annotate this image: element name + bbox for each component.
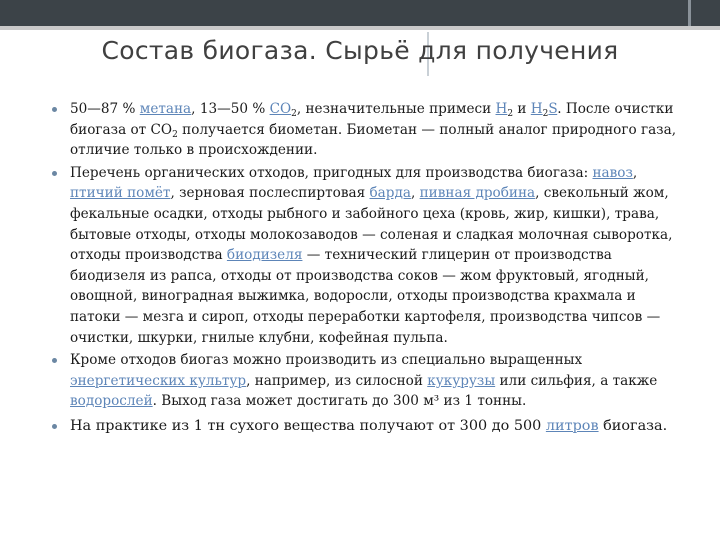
bullet-text: . После очистки биогаза от CO [70,101,674,138]
bullet-text: или сильфия, а также [495,372,658,389]
header-corner-mark [688,0,691,26]
slide-title: Состав биогаза. Сырьё для получения [101,36,619,65]
header-accent-line [0,26,720,30]
bullet-text: . Выход газа может достигать до 300 м³ из 1 тонны. [152,393,527,410]
wiki-link[interactable]: H [530,101,543,117]
subscript: 2 [542,109,549,119]
wiki-link[interactable]: водорослей [70,393,153,410]
subscript: 2 [172,129,178,140]
bullet-text: На практике из 1 тн сухого вещества получают от 300 до 500 [70,417,546,434]
wiki-link[interactable]: метана [139,101,192,117]
bullet-text: Кроме отходов биогаз можно производить из специально выращенных [70,352,583,369]
bullet-text: , свекольный жом, фекальные осадки, отходы рыбного и забойного цеха (кровь, жир, кишки), трава, бытовые отходы, отходы молокозаводов — соленая и сладкая молочная сыворотка, отходы производства [70,185,673,264]
wiki-link[interactable]: S [548,101,558,117]
bullet-dot-icon [52,358,57,363]
bullet-item [52,350,680,412]
subscript: 2 [507,109,514,119]
bullet-dot-icon [52,424,57,429]
wiki-link[interactable]: биодизеля [226,247,303,264]
bullet-item [52,99,680,161]
wiki-link[interactable]: навоз [592,164,633,181]
wiki-link[interactable]: кукурузы [427,372,496,389]
bullet-dot-icon [52,107,57,112]
bullet-text: , зерновая послеспиртовая [170,185,370,202]
wiki-link[interactable]: энергетических культур [70,372,247,389]
bullet-text: , незначительные примеси [296,101,496,117]
wiki-link[interactable]: барда [369,185,411,202]
bullet-text: биогаза. [598,417,668,434]
bullet-text: 50—87 % [70,101,140,117]
bullet-text: , [632,164,638,181]
bullet-list [52,99,680,439]
bullet-text: , например, из силосной [246,372,428,389]
wiki-link[interactable]: CO [269,101,292,117]
bullet-text: — технический глицерин от производства биодизеля из рапса, отходы от производства соков — жом фруктовый, ягодный, овощной, виноградная выжимка, водоросли, отходы производства крахмала и патоки — мезга и сироп, отходы переработки картофеля, производства чипсов — очистки, шкурки, гнилые клубни, кофейная пульпа. [70,247,661,346]
bullet-text: получается биометан. Биометан — полный аналог природного газа, отличие только в происхождении. [70,121,677,159]
bullet-text: Перечень органических отходов, пригодных для производства биогаза: [70,164,593,181]
wiki-link[interactable]: птичий помёт [70,185,171,202]
wiki-link[interactable]: H [495,101,508,117]
bullet-text: и [513,101,531,117]
bullet-text: , [410,185,420,202]
bullet-text: , 13—50 % [191,101,270,117]
wiki-link[interactable]: литров [545,417,599,434]
bullet-item [52,416,680,437]
bullet-item [52,163,680,348]
wiki-link[interactable]: пивная дробина [419,185,536,202]
bullet-dot-icon [52,171,57,176]
subscript: 2 [291,109,297,119]
header-bar [0,0,720,26]
